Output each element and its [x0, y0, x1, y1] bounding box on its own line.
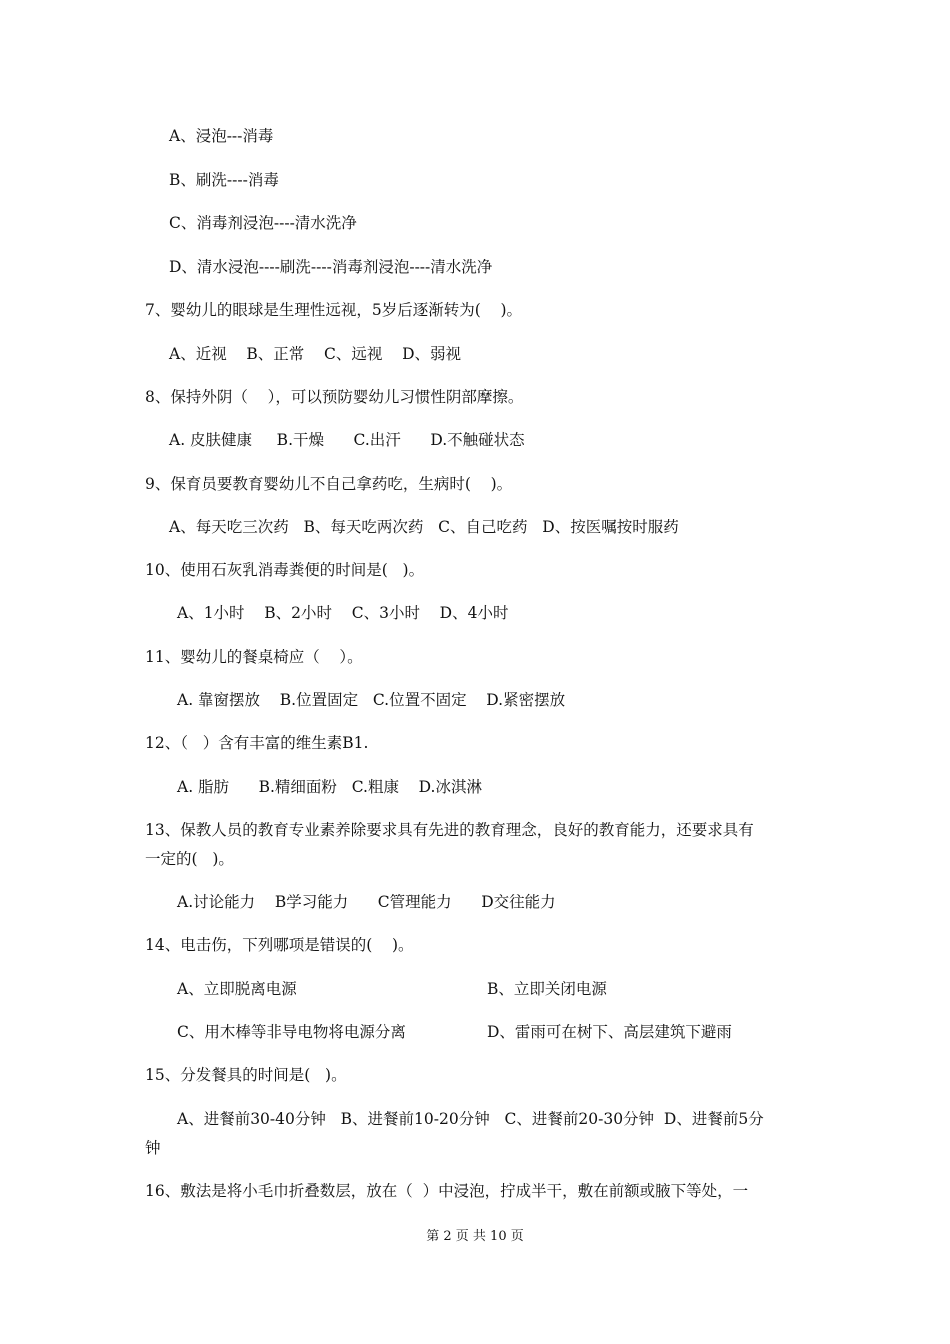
q9-stem: 9、保育员要教育婴幼儿不自己拿药吃，生病时( )。: [145, 475, 513, 493]
q14-option-b: B、立即关闭电源: [487, 980, 607, 998]
q10-options: A、1小时 B、2小时 C、3小时 D、4小时: [177, 604, 509, 622]
q6-option-b: B、刷洗----消毒: [169, 171, 279, 189]
q8-stem: 8、保持外阴（ ），可以预防婴幼儿习惯性阴部摩擦。: [145, 388, 524, 406]
q7-options: A、近视 B、正常 C、远视 D、弱视: [169, 345, 461, 363]
q13-options: A.讨论能力 B学习能力 C管理能力 D交往能力: [177, 893, 556, 911]
q9-options: A、每天吃三次药 B、每天吃两次药 C、自己吃药 D、按医嘱按时服药: [169, 518, 679, 536]
q8-options: A. 皮肤健康 B.干燥 C.出汗 D.不触碰状态: [169, 431, 525, 449]
q6-option-a: A、浸泡---消毒: [169, 127, 274, 145]
q11-options: A. 靠窗摆放 B.位置固定 C.位置不固定 D.紧密摆放: [177, 691, 566, 709]
q6-option-c: C、消毒剂浸泡----清水洗净: [169, 214, 357, 232]
q15-options-line1: A、进餐前30-40分钟 B、进餐前10-20分钟 C、进餐前20-30分钟 D、进餐前5分: [177, 1110, 764, 1128]
q14-option-d: D、雷雨可在树下、高层建筑下避雨: [487, 1023, 732, 1041]
q15-stem: 15、分发餐具的时间是( )。: [145, 1066, 347, 1084]
q14-option-c: C、用木棒等非导电物将电源分离: [177, 1023, 406, 1041]
q15-options-line2: 钟: [145, 1139, 161, 1157]
q6-option-d: D、清水浸泡----刷洗----消毒剂浸泡----清水洗净: [169, 258, 493, 276]
q10-stem: 10、使用石灰乳消毒粪便的时间是( )。: [145, 561, 425, 579]
q14-option-a: A、立即脱离电源: [177, 980, 297, 998]
q16-stem-line1: 16、敷法是将小毛巾折叠数层，放在（ ）中浸泡，拧成半干，敷在前额或腋下等处，一: [145, 1182, 749, 1200]
q7-stem: 7、婴幼儿的眼球是生理性远视，5岁后逐渐转为( )。: [145, 301, 523, 319]
q14-stem: 14、电击伤，下列哪项是错误的( )。: [145, 936, 414, 954]
q11-stem: 11、婴幼儿的餐桌椅应（ ）。: [145, 648, 363, 666]
q13-stem-line2: 一定的( )。: [145, 850, 234, 868]
q12-options: A. 脂肪 B.精细面粉 C.粗康 D.冰淇淋: [177, 778, 482, 796]
q12-stem: 12、（ ）含有丰富的维生素B1.: [145, 734, 369, 752]
q13-stem-line1: 13、保教人员的教育专业素养除要求具有先进的教育理念，良好的教育能力，还要求具有: [145, 821, 754, 839]
page-footer: 第 2 页 共 10 页: [426, 1229, 524, 1244]
